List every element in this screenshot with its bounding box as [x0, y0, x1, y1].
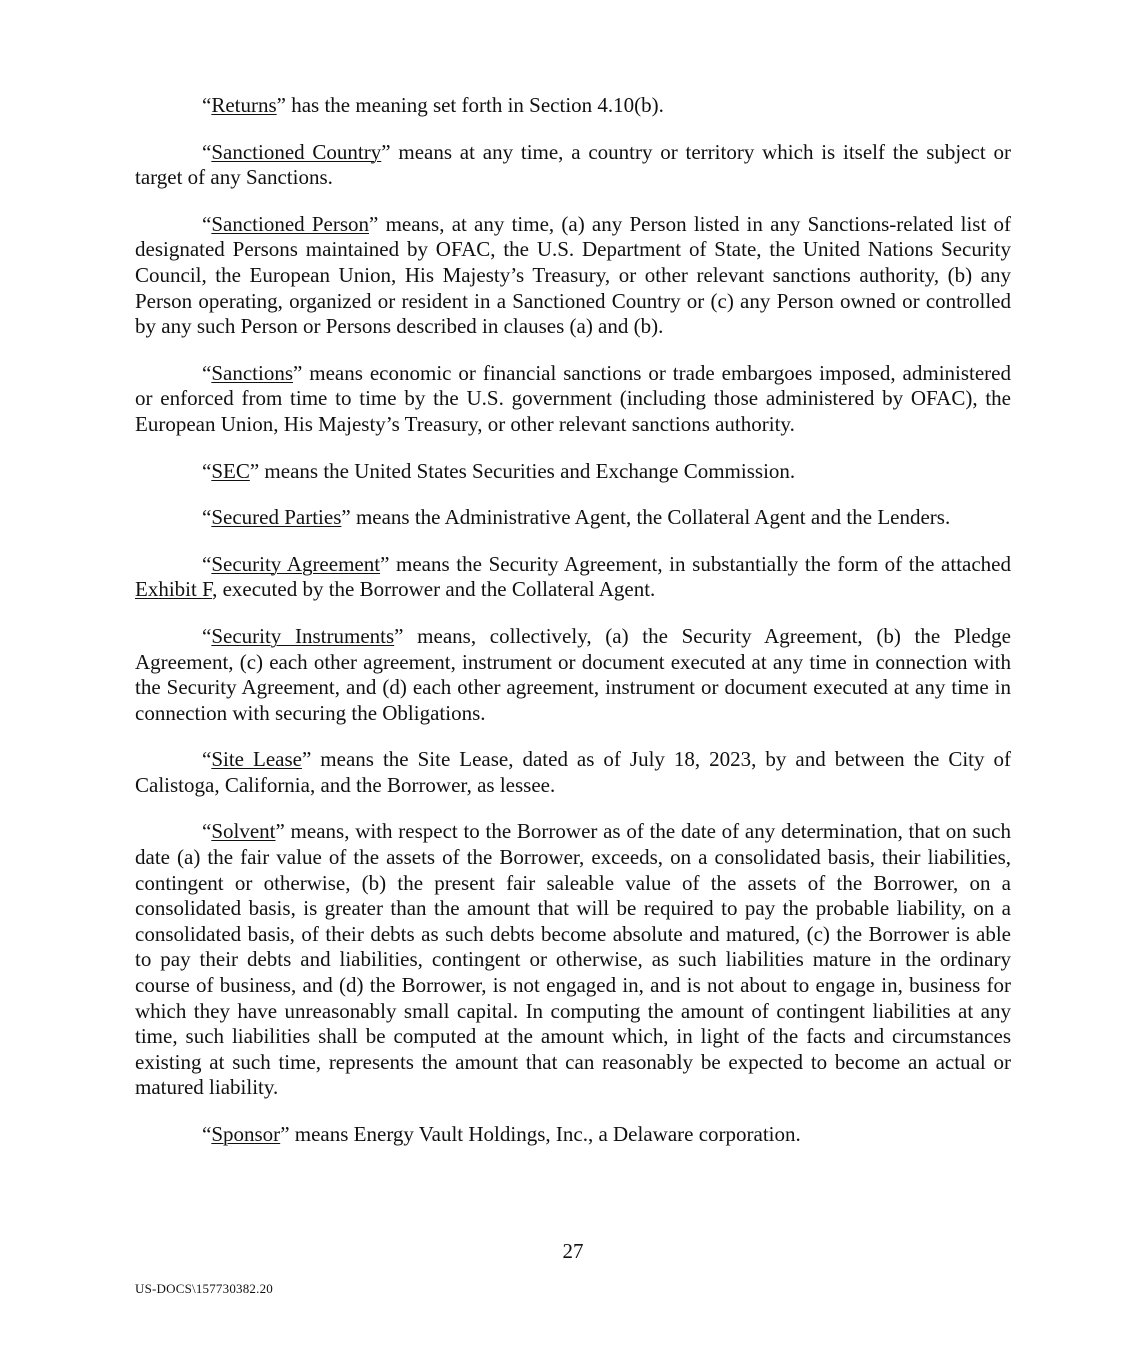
open-quote: “ — [202, 458, 212, 483]
definition-text: has the meaning set forth in Section 4.10(b). — [285, 93, 664, 117]
defined-term: Sanctions — [211, 360, 293, 385]
definition-text: means at any time, a country or territory which is itself the subject or target of any Sanctions. — [135, 139, 1011, 190]
defined-term: Security Agreement — [211, 551, 381, 576]
defined-term: Sponsor — [211, 1122, 281, 1146]
open-quote: “ — [202, 360, 212, 385]
definition-sponsor — [135, 1122, 1011, 1148]
definition-text: means the Administrative Agent, the Collateral Agent and the Lenders. — [350, 505, 951, 530]
definition-text: means the United States Securities and Exchange Commission. — [259, 458, 796, 483]
open-quote: “ — [202, 747, 212, 772]
defined-term: Security Instruments — [211, 623, 395, 648]
definition-text: means, with respect to the Borrower as of the date of any determination, that on such date (a) the fair value of the assets of the Borrower, exceeds, on a consolidated basis, their liabilities, contingent or otherwise, (b) the present fair saleable value of the assets of the Borrower, on a consolidated basis, is greater than the amount that will be required to pay the probable liability, on a consolidated basis, of their debts as such debts become absolute and matured, (c) the Borrower is able to pay their debts and liabilities, contingent or otherwise, as such liabilities mature in the ordinary course of business, and (d) the Borrower, is not engaged in, and is not about to engage in, business for which they have unreasonably small capital. In computing the amount of contingent liabilities at any time, such liabilities shall be computed at the amount which, in light of the facts and circumstances existing at such time, represents the amount that can reasonably be expected to become an actual or matured liability. — [135, 819, 1011, 1100]
definition-text: means, at any time, (a) any Person listed in any Sanctions-related list of designated Persons maintained by OFAC, the U.S. Department of State, the United Nations Security Council, the European Union, His Majesty’s Treasury, or other relevant sanctions authority, (b) any Person operating, organized or resident in a Sanctioned Country or (c) any Person owned or controlled by any such Person or Persons described in clauses (a) and (b). — [135, 211, 1012, 339]
definition-sanctioned-country — [135, 140, 1011, 191]
defined-term: Sanctioned Country — [211, 139, 382, 164]
open-quote: “ — [202, 819, 212, 844]
defined-term: Secured Parties — [211, 505, 342, 530]
open-quote: “ — [202, 551, 212, 576]
definition-sanctions — [135, 361, 1011, 438]
definition-sanctioned-person — [135, 212, 1011, 340]
definition-text: means the Security Agreement, in substantially the form of the attached — [389, 551, 1011, 576]
defined-term: Returns — [211, 93, 277, 117]
definition-text: means Energy Vault Holdings, Inc., a Delaware corporation. — [289, 1122, 801, 1146]
close-quote: ” — [341, 505, 351, 530]
close-quote: ” — [369, 211, 379, 236]
definitions-list — [135, 93, 1011, 1169]
close-quote: ” — [280, 1122, 290, 1146]
exhibit-reference: Exhibit F — [135, 577, 213, 602]
definition-security-agreement — [135, 552, 1011, 603]
open-quote: “ — [202, 139, 212, 164]
defined-term: Solvent — [211, 819, 276, 844]
definition-returns — [135, 93, 1011, 119]
defined-term: Sanctioned Person — [211, 211, 370, 236]
close-quote: ” — [394, 623, 404, 648]
open-quote: “ — [202, 1122, 212, 1146]
definition-text: means economic or financial sanctions or trade embargoes imposed, administered or enforced from time to time by the U.S. government (including those administered by OFAC), the European Union, His Majesty’s Treasury, or other relevant sanctions authority. — [135, 360, 1011, 436]
close-quote: ” — [381, 139, 391, 164]
open-quote: “ — [202, 623, 212, 648]
defined-term: Site Lease — [211, 747, 302, 772]
definition-sec — [135, 459, 1011, 485]
defined-term: SEC — [211, 458, 250, 483]
definition-text: means the Site Lease, dated as of July 18, 2023, by and between the City of Calistoga, California, and the Borrower, as lessee. — [135, 747, 1011, 797]
definition-secured-parties — [135, 505, 1011, 531]
close-quote: ” — [380, 551, 390, 576]
close-quote: ” — [301, 747, 312, 772]
open-quote: “ — [202, 505, 212, 530]
open-quote: “ — [202, 93, 212, 117]
open-quote: “ — [202, 211, 212, 236]
document-id: US-DOCS\157730382.20 — [135, 1281, 273, 1296]
close-quote: ” — [275, 819, 285, 844]
definition-security-instruments — [135, 624, 1011, 726]
close-quote: ” — [276, 93, 286, 117]
definition-text: means, collectively, (a) the Security Agreement, (b) the Pledge Agreement, (c) each other agreement, instrument or document executed at any time in connection with the Security Agreement, and (d) each other agreement, instrument or document executed at any time in connection with securing the Obligations. — [135, 623, 1011, 725]
close-quote: ” — [293, 360, 303, 385]
definition-site-lease — [135, 747, 1011, 798]
definition-text-continued: , executed by the Borrower and the Collateral Agent. — [212, 577, 656, 602]
close-quote: ” — [249, 458, 260, 483]
definition-solvent — [135, 819, 1011, 1101]
page-number: 27 — [562, 1239, 584, 1263]
